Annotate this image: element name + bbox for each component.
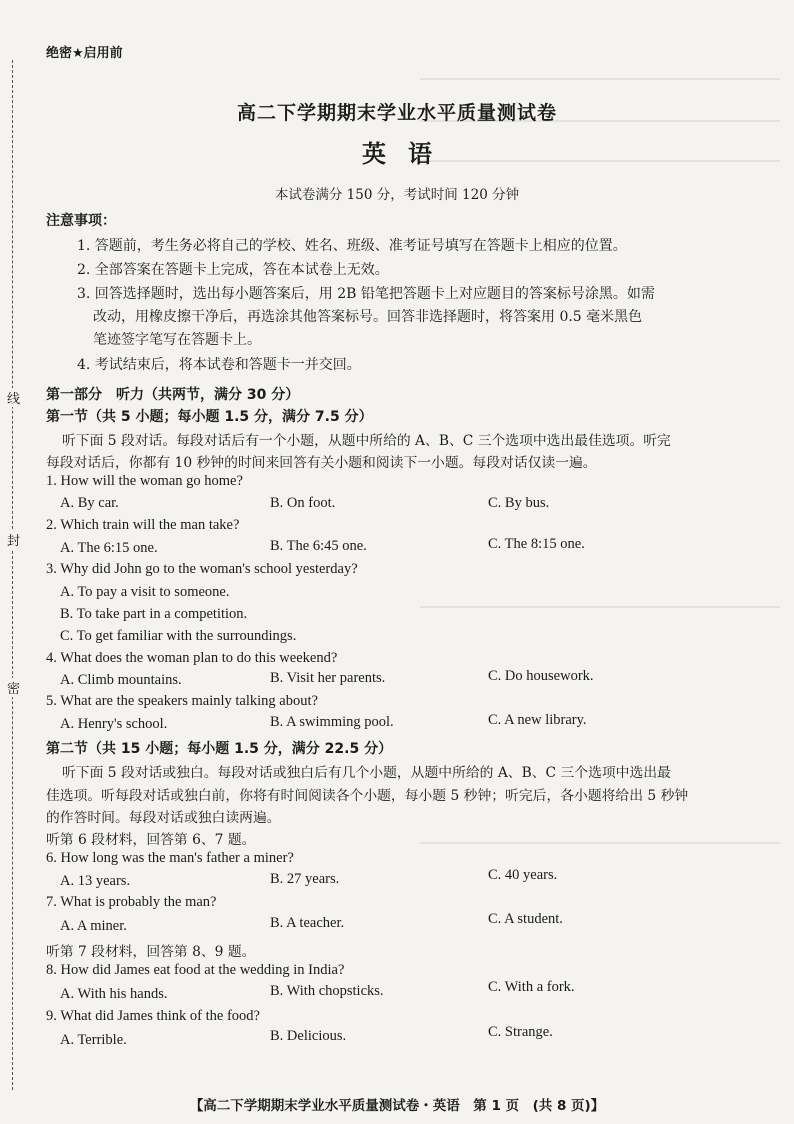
section2-instructions: 听下面 5 段对话或独白。每段对话或独白后有几个小题，从题中所给的 A、B、C 三个选项中选出最 — [62, 765, 671, 781]
section2-instructions: 的作答时间。每段对话或独白读两遍。 — [46, 810, 281, 826]
show-through — [420, 78, 780, 80]
option-c: C. Do housework. — [488, 668, 594, 684]
option-a: A. Climb mountains. — [60, 672, 182, 688]
question-stem: 9. What did James think of the food? — [46, 1008, 260, 1024]
option-c: C. A student. — [488, 911, 563, 927]
exam-title: 高二下学期期末学业水平质量测试卷 — [236, 102, 557, 124]
note-item-continued: 笔迹签字笔写在答题卡上。 — [93, 332, 261, 348]
option-a: A. Henry's school. — [60, 716, 168, 732]
binding-line — [12, 60, 13, 1090]
option-c: C. 40 years. — [488, 867, 558, 883]
option-c: C. The 8:15 one. — [488, 536, 585, 552]
margin-mark-bottom: 密 — [7, 678, 20, 697]
part1-heading: 第一部分 听力（共两节，满分 30 分） — [46, 387, 300, 403]
note-item-continued: 改动，用橡皮擦干净后，再选涂其他答案标号。回答非选择题时，将答案用 0.5 毫米黑色 — [93, 309, 643, 325]
question-stem: 5. What are the speakers mainly talking about? — [46, 693, 318, 709]
question-stem: 3. Why did John go to the woman's school yesterday? — [46, 561, 358, 577]
option-a: A. With his hands. — [60, 986, 168, 1002]
exam-info: 本试卷满分 150 分，考试时间 120 分钟 — [274, 187, 520, 203]
section1-instructions: 听下面 5 段对话。每段对话后有一个小题，从题中所给的 A、B、C 三个选项中选出最佳选项。听完 — [62, 433, 671, 449]
question-stem: 1. How will the woman go home? — [46, 473, 243, 489]
material-instruction: 听第 7 段材料，回答第 8、9 题。 — [46, 944, 256, 960]
question-stem: 6. How long was the man's father a miner? — [46, 850, 294, 866]
notes-heading: 注意事项： — [46, 213, 116, 229]
option-c: C. By bus. — [488, 495, 550, 511]
question-stem: 4. What does the woman plan to do this weekend? — [46, 650, 338, 666]
option-b: B. Delicious. — [270, 1028, 347, 1044]
margin-mark-top: 线 — [7, 388, 20, 407]
option-b: B. To take part in a competition. — [60, 606, 248, 622]
option-b: B. Visit her parents. — [270, 670, 386, 686]
section1-heading: 第一节（共 5 小题；每小题 1.5 分，满分 7.5 分） — [46, 409, 373, 425]
option-b: B. The 6:45 one. — [270, 538, 367, 554]
option-b: B. A swimming pool. — [270, 714, 394, 730]
page-footer: 【高二下学期期末学业水平质量测试卷・英语 第 1 页 (共 8 页)】 — [189, 1098, 605, 1114]
option-a: A. A miner. — [60, 918, 127, 934]
option-a: A. Terrible. — [60, 1032, 127, 1048]
confidential-label: 绝密★启用前 — [46, 46, 123, 61]
option-c: C. A new library. — [488, 712, 587, 728]
option-c: C. Strange. — [488, 1024, 553, 1040]
option-a: A. To pay a visit to someone. — [60, 584, 230, 600]
question-stem: 7. What is probably the man? — [46, 894, 217, 910]
option-a: A. By car. — [60, 495, 119, 511]
option-c: C. With a fork. — [488, 979, 575, 995]
option-a: A. The 6:15 one. — [60, 540, 158, 556]
option-b: B. On foot. — [270, 495, 336, 511]
margin-mark-middle: 封 — [7, 530, 20, 549]
material-instruction: 听第 6 段材料，回答第 6、7 题。 — [46, 832, 256, 848]
option-b: B. With chopsticks. — [270, 983, 384, 999]
note-item: 3. 回答选择题时，选出每小题答案后，用 2B 铅笔把答题卡上对应题目的答案标号涂黑。如需 — [77, 286, 655, 302]
subject-title: 英语 — [362, 139, 454, 168]
question-stem: 8. How did James eat food at the wedding in India? — [46, 962, 345, 978]
option-b: B. 27 years. — [270, 871, 340, 887]
show-through — [420, 842, 780, 844]
question-stem: 2. Which train will the man take? — [46, 517, 240, 533]
section1-instructions: 每段对话后，你都有 10 秒钟的时间来回答有关小题和阅读下一小题。每段对话仅读一遍。 — [46, 455, 597, 471]
note-item: 2. 全部答案在答题卡上完成，答在本试卷上无效。 — [77, 262, 389, 278]
note-item: 4. 考试结束后，将本试卷和答题卡一并交回。 — [77, 357, 361, 373]
show-through — [420, 606, 780, 608]
section2-heading: 第二节（共 15 小题；每小题 1.5 分，满分 22.5 分） — [46, 741, 393, 757]
section2-instructions: 佳选项。听每段对话或独白前，你将有时间阅读各个小题，每小题 5 秒钟；听完后，各小题将给出 5 秒钟 — [46, 788, 689, 804]
option-b: B. A teacher. — [270, 915, 345, 931]
option-a: A. 13 years. — [60, 873, 131, 889]
note-item: 1. 答题前，考生务必将自己的学校、姓名、班级、准考证号填写在答题卡上相应的位置。 — [77, 238, 627, 254]
option-c: C. To get familiar with the surroundings. — [60, 628, 297, 644]
